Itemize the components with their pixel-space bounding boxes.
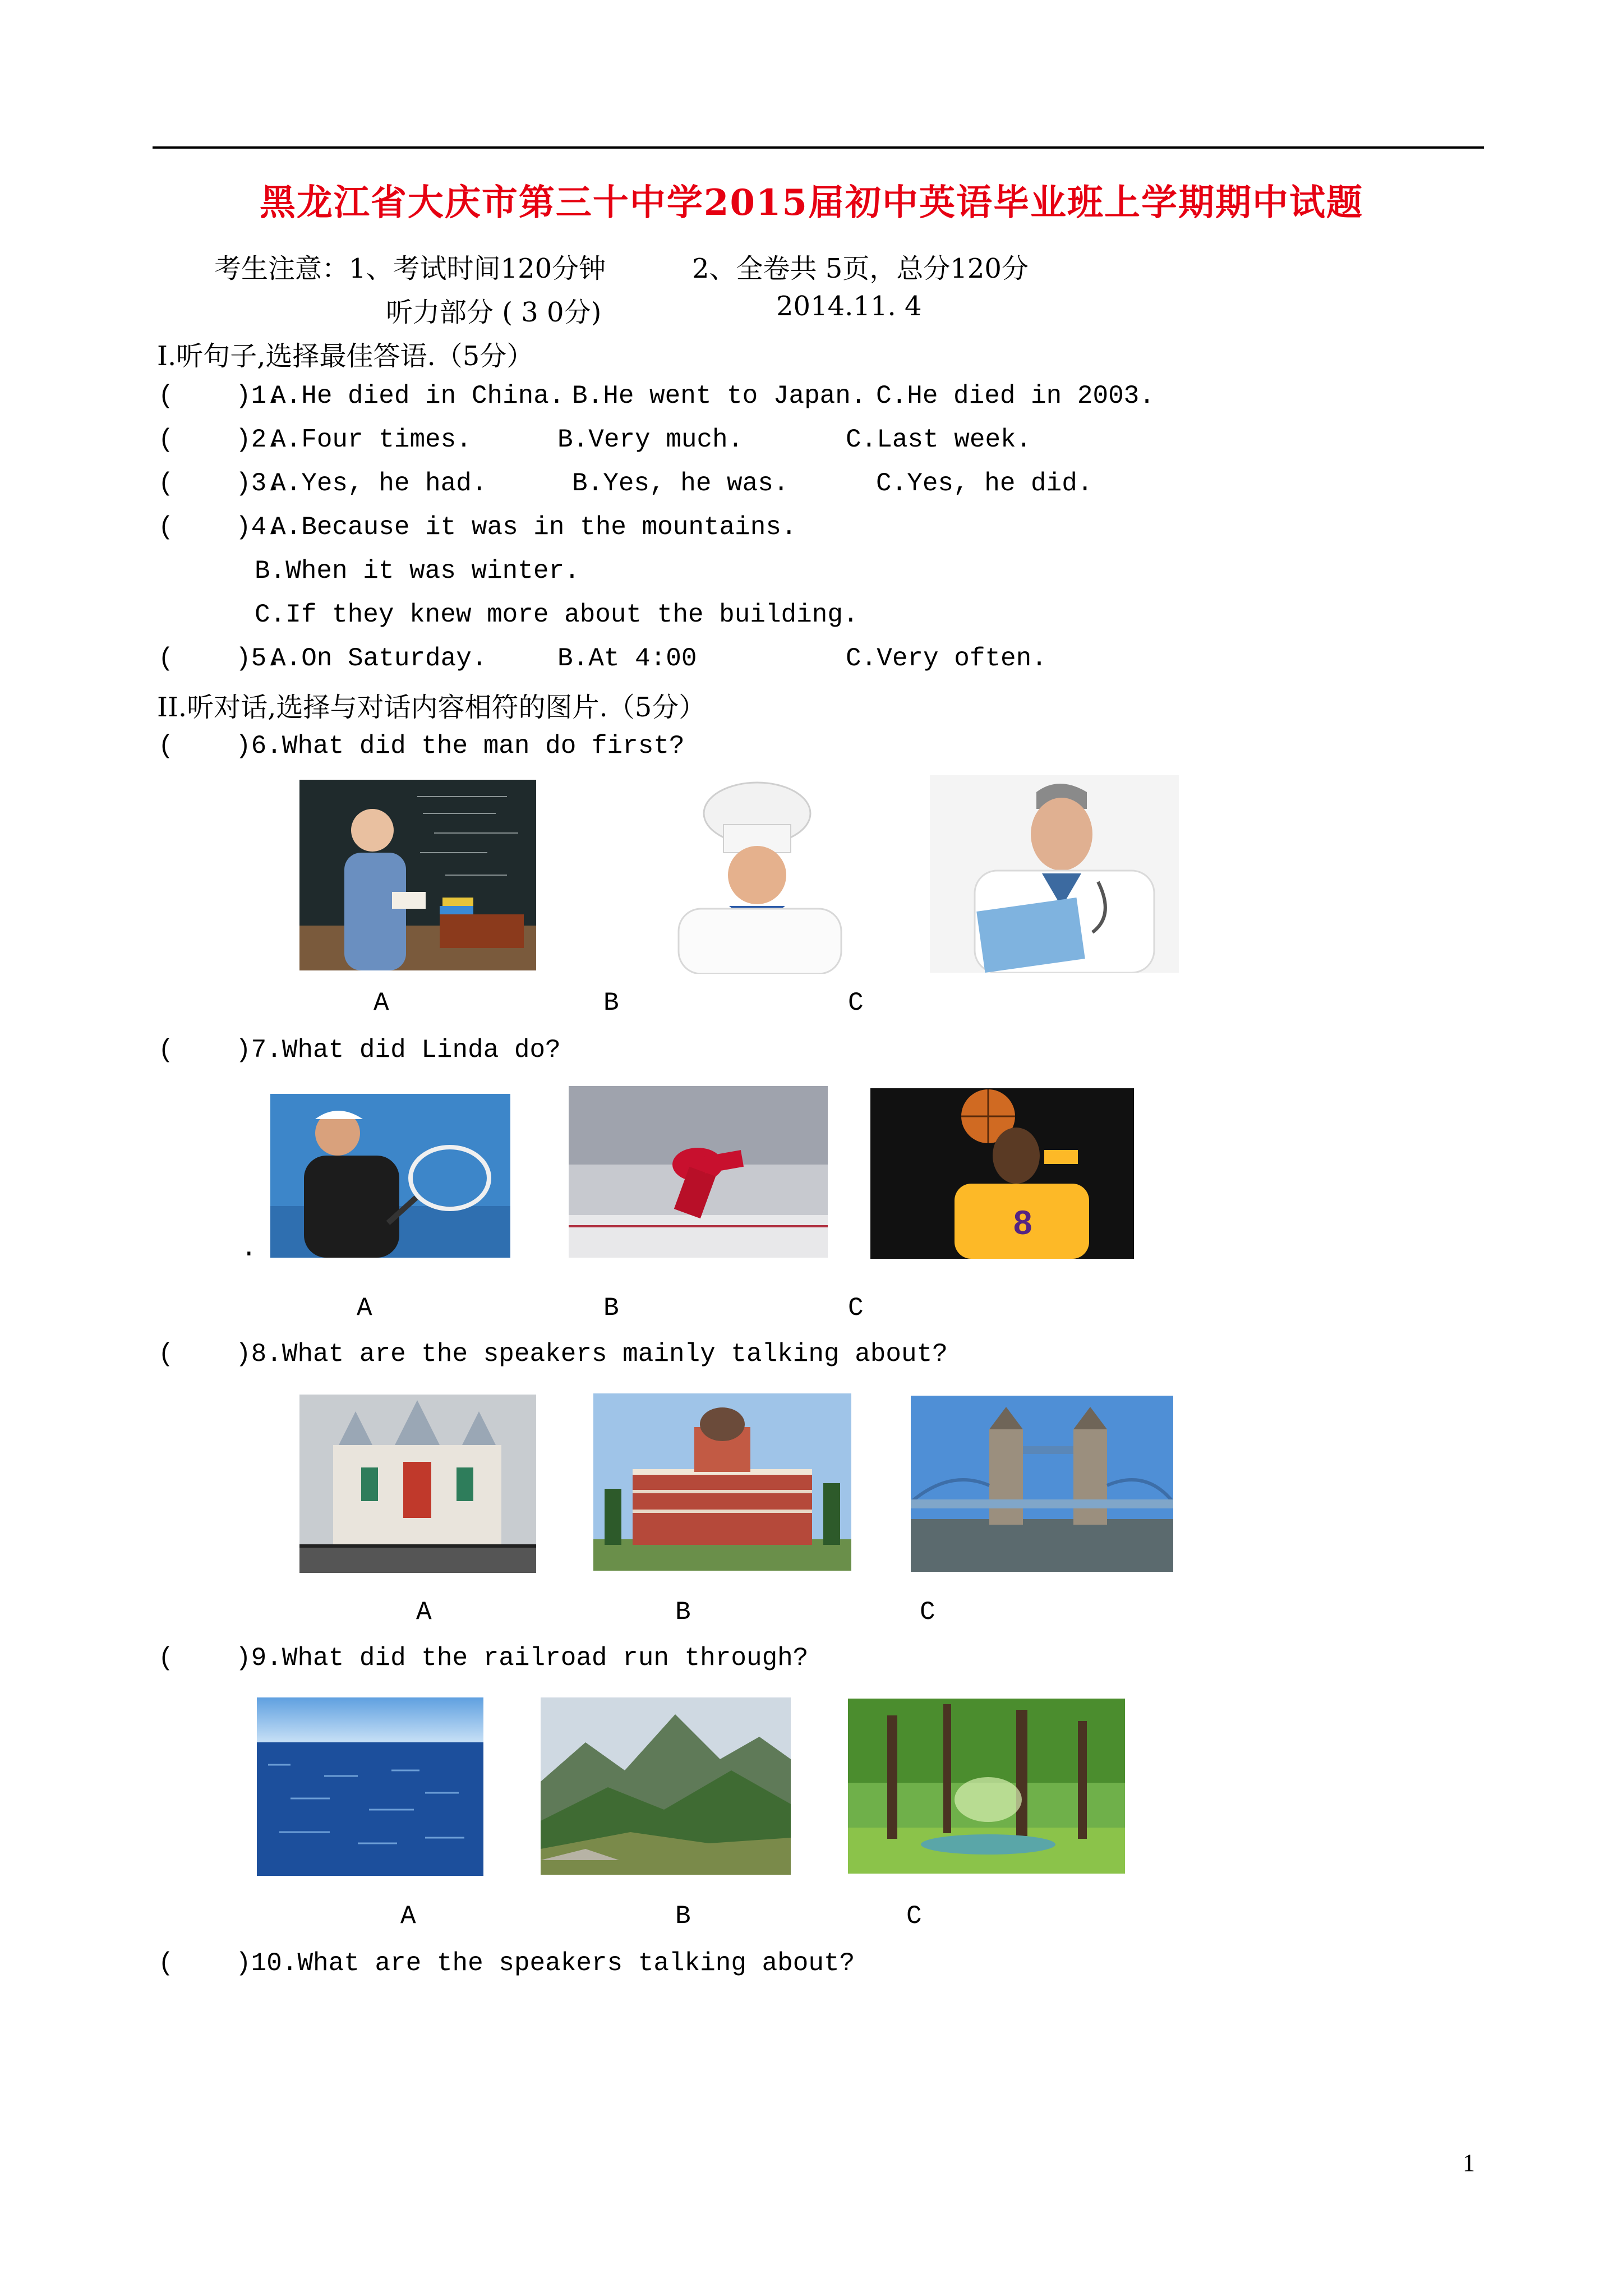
q5-option-b: B.At 4:00	[557, 644, 697, 673]
exam-title: 黑龙江省大庆市第三十中学2015届初中英语毕业班上学期期中试题	[259, 182, 1364, 224]
exam-date: 2014.11. 4	[776, 291, 922, 322]
q9-text: ( )9.What did the railroad run through?	[158, 1644, 809, 1673]
stray-dot: .	[241, 1234, 257, 1263]
tennis-player-image	[270, 1094, 510, 1258]
q3-option-c: C.Yes, he did.	[876, 469, 1093, 498]
q6-label-c: C	[848, 988, 864, 1018]
sea-image	[257, 1697, 483, 1876]
monastery-image	[593, 1393, 851, 1571]
listening-section-title: 听力部分 ( 3 0分)	[386, 297, 602, 328]
q9-label-b: B	[675, 1902, 691, 1931]
q4-prefix: ( )4.	[158, 513, 282, 542]
q1-prefix: ( )1.	[158, 381, 282, 411]
q1-option-c: C.He died in 2003.	[876, 381, 1155, 411]
q5-prefix: ( )5.	[158, 644, 282, 673]
q7-label-b: B	[603, 1294, 619, 1323]
svg-text:8: 8	[1013, 1204, 1032, 1241]
notice-pages: 2、全卷共 5页，总分120分	[692, 253, 1029, 284]
q5-option-a: A.On Saturday.	[270, 644, 487, 673]
q4-option-b: B.When it was winter.	[255, 556, 580, 586]
teacher-image	[299, 780, 536, 970]
q3-option-b: B.Yes, he was.	[572, 469, 789, 498]
chef-image	[628, 780, 859, 974]
q2-prefix: ( )2.	[158, 425, 282, 454]
q7-text: ( )7.What did Linda do?	[158, 1036, 561, 1065]
q6-label-a: A	[374, 988, 389, 1018]
page-number: 1	[1463, 2149, 1475, 2177]
header-rule	[153, 146, 1484, 149]
q3-option-a: A.Yes, he had.	[270, 469, 487, 498]
q8-label-c: C	[920, 1598, 935, 1627]
part2-heading: II.听对话,选择与对话内容相符的图片.（5分）	[157, 692, 706, 723]
q6-label-b: B	[603, 988, 619, 1018]
speed-skater-image	[569, 1086, 828, 1258]
tower-bridge-image	[911, 1396, 1173, 1572]
forest-image	[848, 1699, 1125, 1874]
q5-option-c: C.Very often.	[846, 644, 1047, 673]
church-image	[299, 1395, 536, 1573]
q6-text: ( )6.What did the man do first?	[158, 731, 685, 761]
part1-heading: I.听句子,选择最佳答语.（5分）	[157, 341, 534, 372]
q8-text: ( )8.What are the speakers mainly talking about?	[158, 1340, 948, 1369]
q1-option-a: A.He died in China.	[270, 381, 565, 411]
q8-label-a: A	[416, 1598, 432, 1627]
q7-label-c: C	[848, 1294, 864, 1323]
doctor-image	[930, 775, 1179, 973]
q2-option-a: A.Four times.	[270, 425, 472, 454]
notice-time: 考生注意：1、考试时间120分钟	[214, 253, 606, 284]
mountains-image	[541, 1697, 791, 1875]
q4-option-c: C.If they knew more about the building.	[255, 600, 859, 629]
q7-label-a: A	[357, 1294, 372, 1323]
q1-option-b: B.He went to Japan.	[572, 381, 866, 411]
q10-text: ( )10.What are the speakers talking about?	[158, 1949, 855, 1978]
basketball-player-image	[870, 1088, 1134, 1259]
q2-option-b: B.Very much.	[557, 425, 744, 454]
q4-option-a: A.Because it was in the mountains.	[270, 513, 797, 542]
q2-option-c: C.Last week.	[846, 425, 1032, 454]
q8-label-b: B	[675, 1598, 691, 1627]
q3-prefix: ( )3.	[158, 469, 282, 498]
q9-label-c: C	[906, 1902, 922, 1931]
q9-label-a: A	[400, 1902, 416, 1931]
